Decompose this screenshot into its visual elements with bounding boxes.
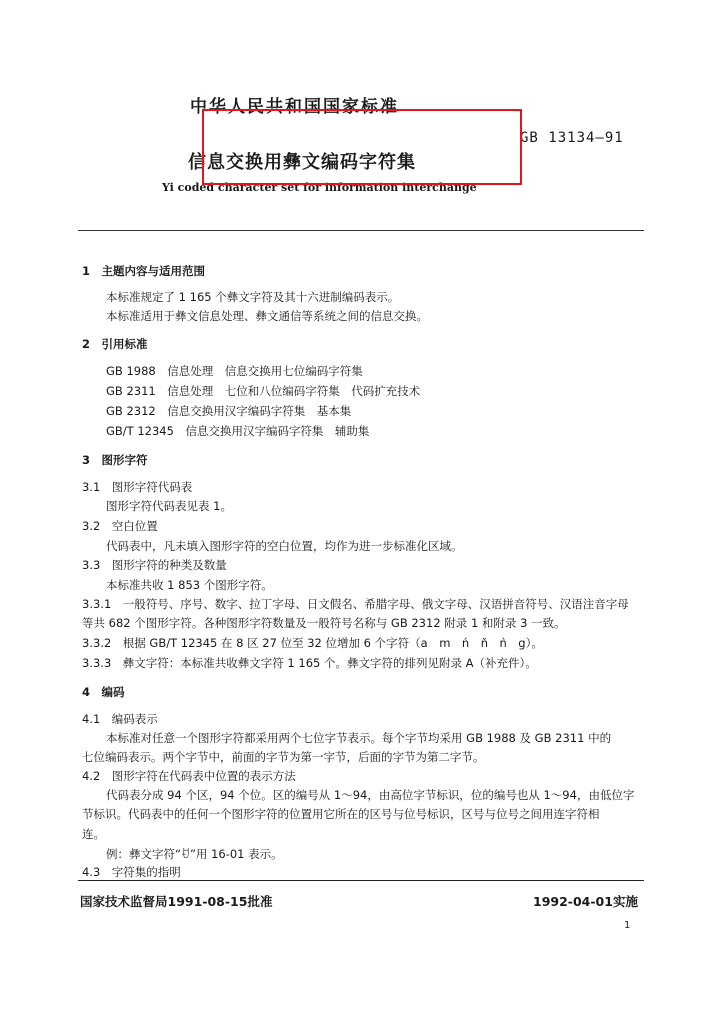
body-line: 3.3 图形字符的种类及数量: [82, 558, 227, 572]
body-line: 连。: [82, 827, 105, 841]
body-line: 1 主题内容与适用范围: [82, 264, 206, 278]
body-line: 4.1 编码表示: [82, 712, 158, 726]
footer-divider: [78, 880, 644, 881]
body-line: 代码表中，凡未填入图形字符的空白位置，均作为进一步标准化区域。: [106, 539, 463, 553]
body-line: 4.3 字符集的指明: [82, 865, 181, 879]
body-line: 3.2 空白位置: [82, 519, 158, 533]
page-number: 1: [624, 920, 631, 931]
body-line: 代码表分成 94 个区，94 个位。区的编号从 1～94，由高位字节标识，位的编号也从 1～94，由低位字: [106, 788, 635, 802]
body-line: GB 2312 信息交换用汉字编码字符集 基本集: [106, 404, 352, 418]
body-line: 4.2 图形字符在代码表中位置的表示方法: [82, 769, 296, 783]
body-line: 4 编码: [82, 685, 125, 699]
highlight-box: [202, 109, 522, 185]
body-line: GB 1988 信息处理 信息交换用七位编码字符集: [106, 364, 363, 378]
standard-code: GB 13134—91: [520, 130, 624, 146]
body-line: GB 2311 信息处理 七位和八位编码字符集 代码扩充技术: [106, 384, 421, 398]
body-line: 本标准对任意一个图形字符都采用两个七位字节表示。每个字节均采用 GB 1988 及 GB 2311 中的: [106, 731, 612, 745]
body-line: 2 引用标准: [82, 337, 148, 351]
body-line: 3 图形字符: [82, 453, 148, 467]
document-english-title: Yi coded character set for information interchange: [162, 181, 477, 194]
body-line: 例：彝文字符“ꀀ”用 16-01 表示。: [106, 847, 283, 861]
body-line: 3.3.3 彝文字符：本标准共收彝文字符 1 165 个。彝文字符的排列见附录 A（补充件）。: [82, 656, 537, 670]
header-divider: [78, 230, 644, 231]
body-line: 本标准共收 1 853 个图形字符。: [106, 578, 273, 592]
body-line: 3.1 图形字符代码表: [82, 480, 193, 494]
body-line: 图形字符代码表见表 1。: [106, 499, 232, 513]
national-standard-heading: 中华人民共和国国家标准: [190, 97, 399, 117]
implementation-date: 1992-04-01实施: [533, 894, 638, 909]
body-line: 等共 682 个图形字符。各种图形字符数量及一般符号名称与 GB 2312 附录 1 和附录 3 一致。: [82, 616, 566, 630]
body-line: 3.3.2 根据 GB/T 12345 在 8 区 27 位至 32 位增加 6 个字符（a m ń ň ǹ g）。: [82, 636, 543, 650]
body-line: 节标识。代码表中的任何一个图形字符的位置用它所在的区号与位号标识，区号与位号之间用连字符相: [82, 807, 600, 821]
approval-line: 国家技术监督局1991-08-15批准: [80, 894, 273, 909]
body-line: 七位编码表示。两个字节中，前面的字节为第一字节，后面的字节为第二字节。: [82, 750, 485, 764]
body-line: 本标准规定了 1 165 个彝文字符及其十六进制编码表示。: [106, 290, 400, 304]
body-line: 本标准适用于彝文信息处理、彝文通信等系统之间的信息交换。: [106, 309, 428, 323]
body-line: GB/T 12345 信息交换用汉字编码字符集 辅助集: [106, 424, 370, 438]
document-title: 信息交换用彝文编码字符集: [188, 152, 416, 173]
body-line: 3.3.1 一般符号、序号、数字、拉丁字母、日文假名、希腊字母、俄文字母、汉语拼音符号、汉语注音字母: [82, 597, 629, 611]
